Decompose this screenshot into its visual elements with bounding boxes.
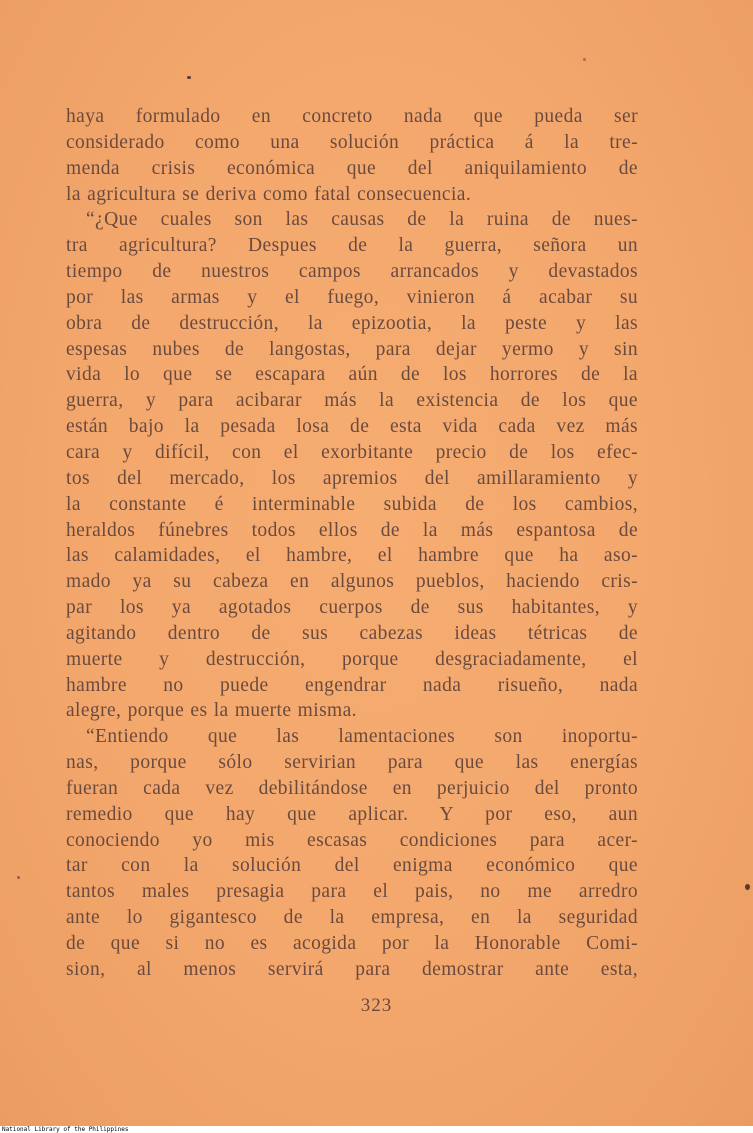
paragraph-start-line: “¿Que cuales son las causas de la ruina de nues- [86, 209, 638, 231]
text-line: par los ya agotados cuerpos de sus habitantes, y [66, 597, 638, 619]
text-line: cara y difícil, con el exorbitante precio de los efec- [66, 441, 638, 463]
text-line: espesas nubes de langostas, para dejar yermo y sin [66, 338, 638, 360]
text-line: están bajo la pesada losa de esta vida cada vez más [66, 416, 638, 438]
text-line: agitando dentro de sus cabezas ideas tétricas de [66, 622, 638, 644]
paper-speck [187, 76, 191, 79]
text-line: heraldos fúnebres todos ellos de la más espantosa de [66, 519, 638, 541]
text-line: la constante é interminable subida de los cambios, [66, 493, 638, 515]
paper-speck [745, 884, 750, 890]
text-line: nas, porque sólo servirian para que las energías [66, 752, 638, 774]
text-line: mado ya su cabeza en algunos pueblos, haciendo cris- [66, 571, 638, 593]
text-line: muerte y destrucción, porque desgraciadamente, el [66, 648, 638, 670]
text-line: vida lo que se escapara aún de los horrores de la [66, 364, 638, 386]
paper-speck [17, 876, 20, 879]
text-line: fueran cada vez debilitándose en perjuicio del pronto [66, 777, 638, 799]
text-line: guerra, y para acibarar más la existencia de los que [66, 390, 638, 412]
text-line: tos del mercado, los apremios del amillaramiento y [66, 467, 638, 489]
text-line: remedio que hay que aplicar. Y por eso, aun [66, 803, 638, 825]
body-text [66, 104, 638, 983]
text-line: ante lo gigantesco de la empresa, en la seguridad [66, 907, 638, 929]
text-line: la agricultura se deriva como fatal consecuencia. [66, 183, 472, 205]
text-line: obra de destrucción, la epizootia, la peste y las [66, 312, 638, 334]
page-number: 323 [360, 995, 393, 1016]
text-line: tantos males presagia para el pais, no me arredro [66, 881, 638, 903]
paragraph-start-line: “Entiendo que las lamentaciones son inoportu- [86, 726, 638, 748]
library-credit: National Library of the Philippines [2, 1126, 129, 1133]
paper-speck [583, 58, 586, 61]
text-line: considerado como una solución práctica á la tre- [66, 131, 638, 153]
text-line: alegre, porque es la muerte misma. [66, 700, 357, 722]
text-line: sion, al menos servirá para demostrar ante esta, [66, 958, 638, 980]
text-line: de que si no es acogida por la Honorable Comi- [66, 933, 638, 954]
text-line: las calamidades, el hambre, el hambre que ha aso- [66, 545, 638, 567]
text-line: tar con la solución del enigma económico que [66, 855, 638, 877]
text-line: tra agricultura? Despues de la guerra, señora un [66, 235, 638, 257]
text-line: hambre no puede engendrar nada risueño, nada [66, 674, 638, 696]
text-line: por las armas y el fuego, vinieron á acabar su [66, 286, 638, 308]
text-line: menda crisis económica que del aniquilamiento de [66, 157, 638, 179]
text-line: haya formulado en concreto nada que pueda ser [66, 106, 638, 127]
text-line: tiempo de nuestros campos arrancados y devastados [66, 261, 638, 283]
text-line: conociendo yo mis escasas condiciones para acer- [66, 829, 638, 851]
